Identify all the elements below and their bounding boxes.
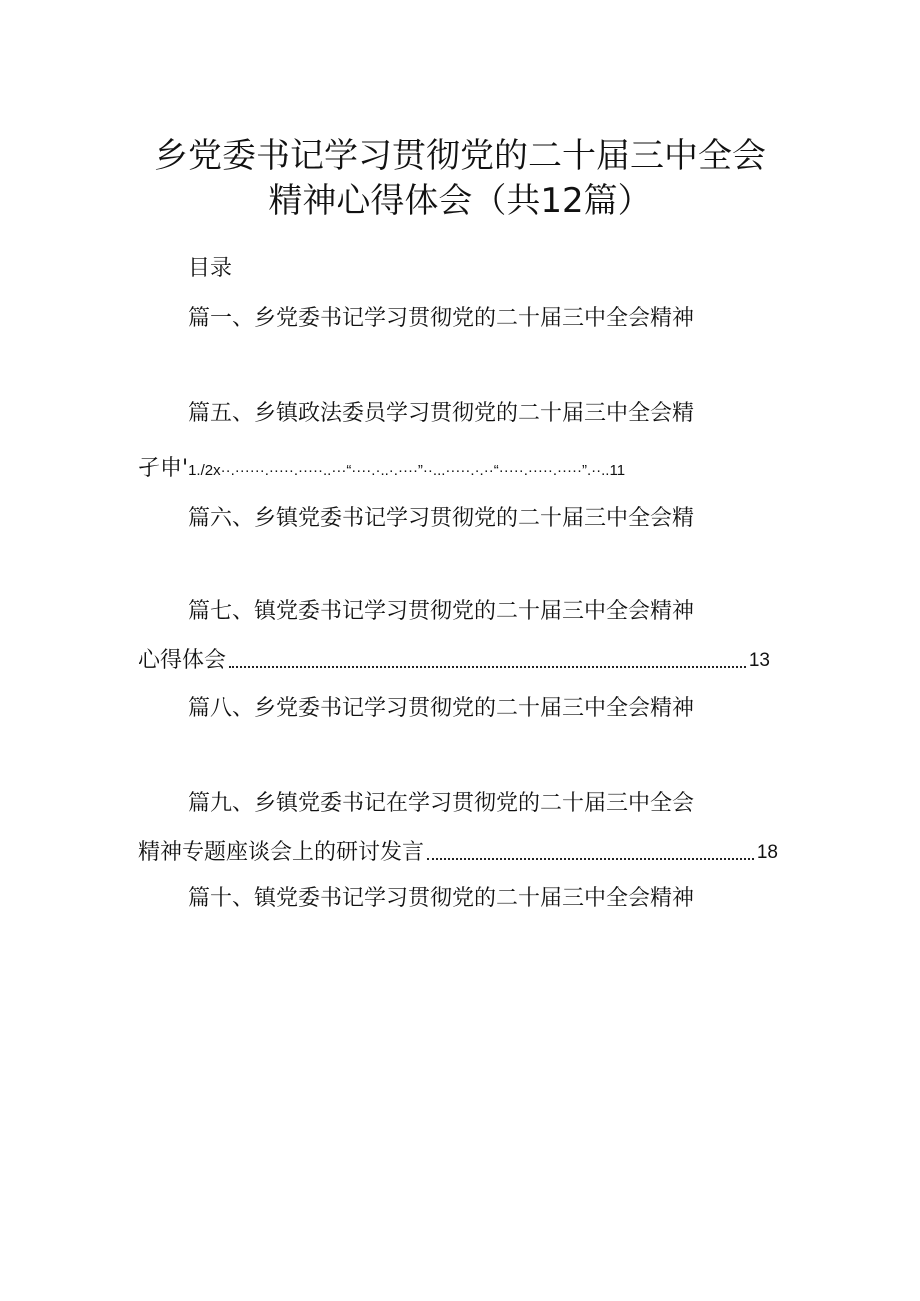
toc-entry-1[interactable]: 篇一、乡党委书记学习贯彻党的二十届三中全会精神 bbox=[188, 306, 695, 331]
toc-entry-5-line-2[interactable] bbox=[138, 455, 625, 485]
toc-entry-10[interactable]: 篇十、镇党委书记学习贯彻党的二十届三中全会精神 bbox=[188, 886, 695, 911]
toc-entry-9-line-2-text: 精神专题座谈会上的研讨发言 bbox=[138, 840, 425, 865]
document-title-line-2: 精神心得体会（共12篇） bbox=[268, 181, 652, 221]
toc-entry-7-line-2-text: 心得体会 bbox=[138, 648, 227, 673]
toc-entry-5-line-2-start: 孑申' bbox=[138, 456, 189, 481]
toc-entry-7-page-number: 13 bbox=[748, 650, 770, 671]
toc-entry-5-line-1[interactable]: 篇五、乡镇政法委员学习贯彻党的二十届三中全会精 bbox=[188, 401, 695, 426]
toc-entry-7-line-2[interactable] bbox=[138, 647, 770, 675]
toc-entry-9-line-2[interactable] bbox=[138, 839, 778, 867]
toc-entry-6[interactable]: 篇六、乡镇党委书记学习贯彻党的二十届三中全会精 bbox=[188, 506, 695, 531]
toc-entry-8[interactable]: 篇八、乡党委书记学习贯彻党的二十届三中全会精神 bbox=[188, 696, 695, 721]
document-title-line-1: 乡党委书记学习贯彻党的二十届三中全会 bbox=[154, 136, 766, 176]
toc-dot-leader bbox=[229, 666, 746, 668]
toc-dot-leader bbox=[427, 858, 754, 860]
toc-heading: 目录 bbox=[188, 256, 233, 281]
toc-entry-5-line-2-leader: 1./2x··.······.·····.·····..···“····.·..·.····”··...·····.·.··“·····.·····.·····”.··..11 bbox=[188, 462, 626, 479]
toc-entry-9-page-number: 18 bbox=[756, 842, 778, 863]
toc-entry-7-line-1[interactable]: 篇七、镇党委书记学习贯彻党的二十届三中全会精神 bbox=[188, 599, 695, 624]
toc-entry-9-line-1[interactable]: 篇九、乡镇党委书记在学习贯彻党的二十届三中全会 bbox=[188, 791, 695, 816]
